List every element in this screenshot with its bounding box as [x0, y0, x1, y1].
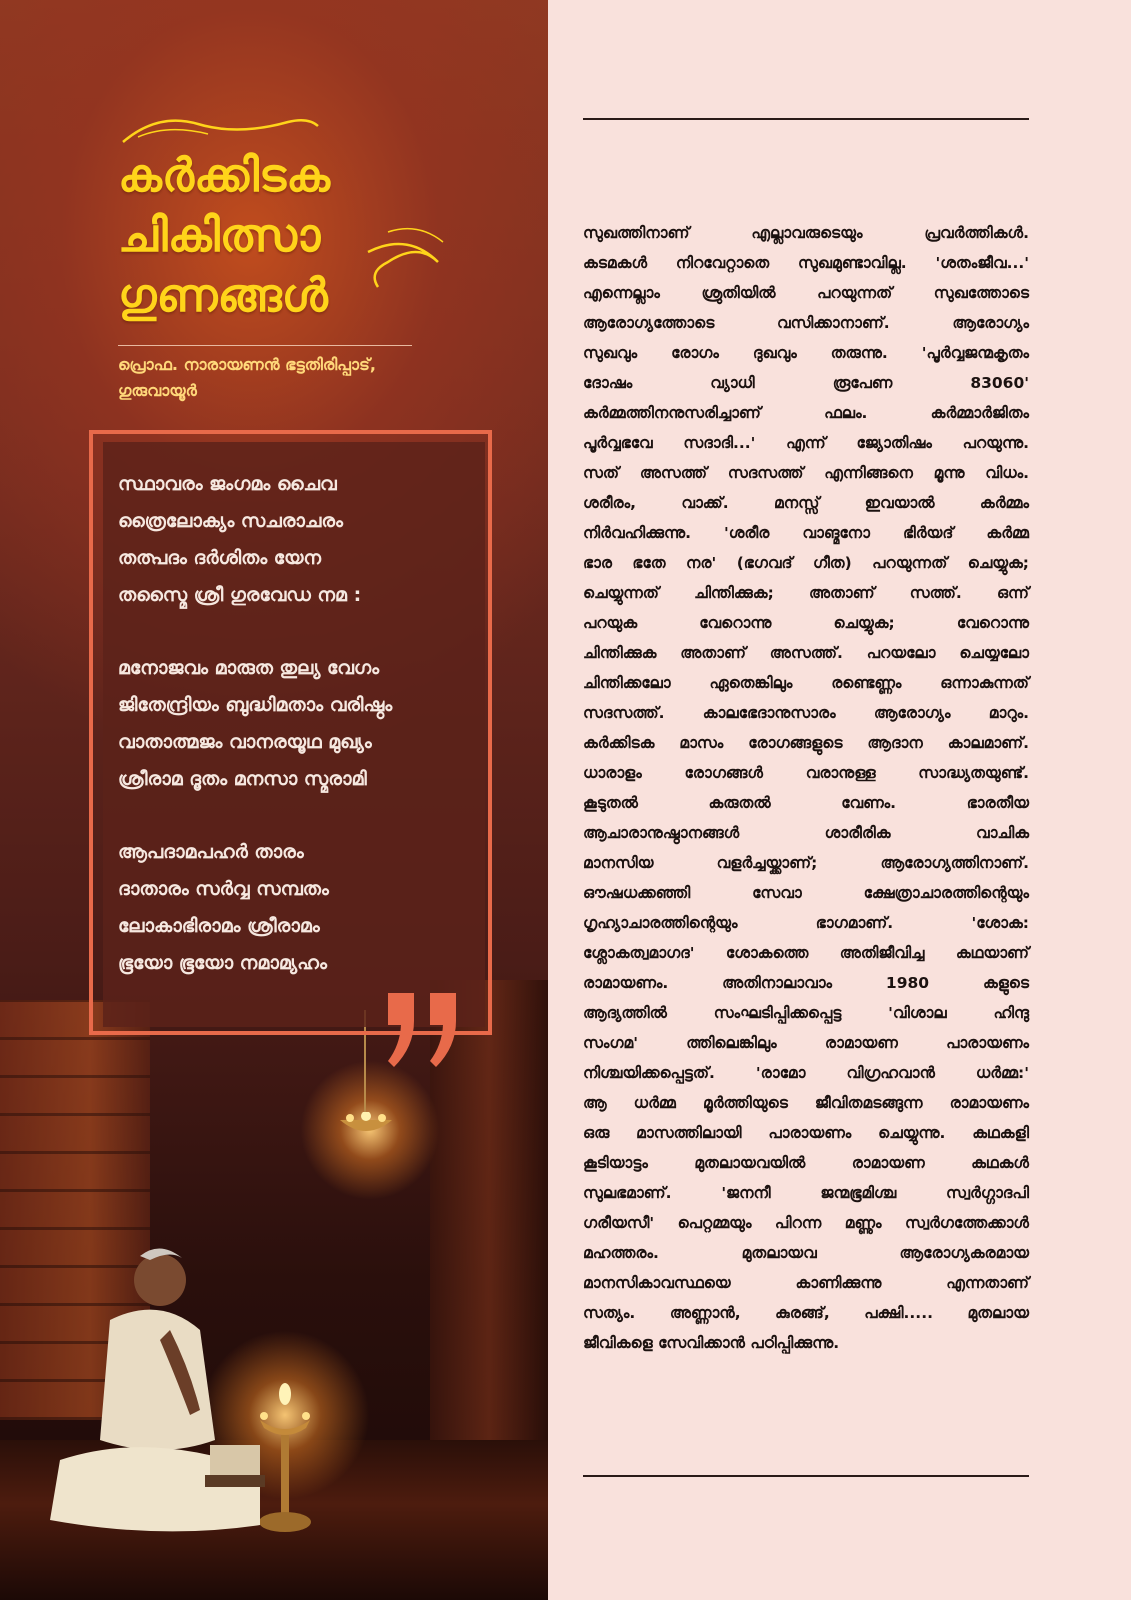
article-line: ശരീരം, വാക്ക്. മനസ്സ് ഇവയാൽ കർമ്മം [583, 494, 1029, 512]
verse-line: ത്രൈലോക്യം സചരാചരം [118, 510, 343, 532]
verse-line: തസ്മൈ ശ്രീ ഗുരവേഡ നമ : [118, 584, 362, 606]
verse-line: ദാതാരം സർവ്വ സമ്പതം [118, 878, 329, 900]
article-line: മഹത്തരം. മുതലായവ ആരോഗ്യകരമായ [583, 1244, 1029, 1262]
title-line-1: കർക്കിടക [118, 148, 330, 202]
article-line: മാനസികാവസ്ഥയെ കാണിക്കുന്നു എന്നതാണ് [583, 1274, 1029, 1292]
verse-line: ഭൂയോ ഭൂയോ നമാമ്യഹം [118, 952, 327, 974]
article-line: നിശ്ചയിക്കപ്പെട്ടത്. 'രാമോ വിഗ്രഹവാൻ ധർമ്മ:' [583, 1064, 1029, 1082]
page-title [118, 145, 458, 325]
verse-line: ആപദാമപഹർ താരം [118, 841, 304, 863]
article-line: ധാരാളം രോഗങ്ങൾ വരാനുള്ള സാദ്ധ്യതയുണ്ട്. [583, 764, 1029, 782]
article-line: ചെയ്യുന്നത് ചിന്തിക്കുക; അതാണ് സത്ത്. ഒന്ന് [583, 584, 1029, 602]
article-line: ഒരു മാസത്തിലായി പാരായണം ചെയ്യുന്നു. കഥകളി [583, 1124, 1029, 1142]
verse-stanza-1 [118, 466, 478, 614]
author-place: ഗുരുവായൂർ [118, 381, 197, 400]
article-line: കൂടുതൽ കരുതൽ വേണം. ഭാരതീയ [583, 794, 1029, 812]
verse-stanza-2 [118, 650, 478, 798]
article-line: ആചാരാനുഷ്ഠാനങ്ങൾ ശാരീരിക വാചിക [583, 824, 1029, 842]
title-line-2: ചികിത്സാ [118, 208, 321, 262]
closing-quote-icon [384, 985, 464, 1075]
article-line: സുഖവും രോഗം ദുഖവും തരുന്നു. 'പൂർവ്വജന്മകൃതം [583, 344, 1029, 362]
verse-line: സ്ഥാവരം ജംഗമം ചൈവ [118, 473, 337, 495]
article-line: സുലഭമാണ്. 'ജനനീ ജന്മഭൂമിശ്ച സ്വർഗ്ഗാദപി [583, 1184, 1029, 1202]
article-line: ചിന്തിക്കലോ ഏതെങ്കിലും രണ്ടെണ്ണം ഒന്നാകുന്നത് [583, 674, 1029, 692]
article-line: പൂർവ്വഭവേ സദാദി...' എന്ന് ജ്യോതിഷം പറയുന്നു. [583, 434, 1029, 452]
top-divider [583, 118, 1029, 120]
article-line: ജീവികളെ സേവിക്കാൻ പഠിപ്പിക്കുന്നു. [583, 1334, 840, 1352]
article-line: സദസത്ത്. കാലഭേദാനുസാരം ആരോഗ്യം മാറും. [583, 704, 1029, 722]
article-line: സുഖത്തിനാണ് എല്ലാവരുടെയും പ്രവർത്തികൾ. [583, 224, 1029, 242]
article-line: നിർവഹിക്കുന്നു. 'ശരീര വാങ്മനോ ഭിർയദ് കർമ്മ [583, 524, 1029, 542]
article-line: സത്യം. അണ്ണാൻ, കുരങ്ങ്, പക്ഷി..... മുതലായ [583, 1304, 1029, 1322]
article-line: ശ്ലോകത്വമാഗദ' ശോകത്തെ അതിജീവിച്ച കഥയാണ് [583, 944, 1029, 962]
title-line-3: ഗുണങ്ങൾ [118, 268, 328, 322]
article-line: പറയുക വേറൊന്നു ചെയ്യുക; വേറൊന്നു [583, 614, 1029, 632]
verse-line: ജിതേന്ദ്രിയം ബുദ്ധിമതാം വരിഷ്ഠം [118, 694, 393, 716]
seated-priest-figure [40, 1240, 270, 1540]
bottom-divider [583, 1475, 1029, 1477]
verse-line: മനോജവം മാരുത തുല്യ വേഗം [118, 657, 380, 679]
article-line: കർക്കിടക മാസം രോഗങ്ങളുടെ ആദാന കാലമാണ്. [583, 734, 1029, 752]
article-line: ആദ്യത്തിൽ സംഘടിപ്പിക്കപ്പെട്ട 'വിശാല ഹിന്ദു [583, 1004, 1029, 1022]
left-panel [0, 0, 548, 1600]
article-line: സംഗമ' ത്തിലെങ്കിലും രാമായണ പാരായണം [583, 1034, 1029, 1052]
verse-line: വാതാത്മജം വാനരയൂഥ മുഖ്യം [118, 731, 372, 753]
verse-stanza-3 [118, 834, 478, 982]
article-line: സത് അസത്ത് സദസത്ത് എന്നിങ്ങനെ മൂന്നു വിധം. [583, 464, 1029, 482]
article-line: ഗരീയസീ' പെറ്റമ്മയും പിറന്ന മണ്ണും സ്വർഗത്തേക്കാൾ [583, 1214, 1029, 1232]
verse-line: ലോകാഭിരാമം ശ്രീരാമം [118, 915, 320, 937]
article-line: ഭാര ഭതേ നര' (ഭഗവദ് ഗീത) പറയുന്നത് ചെയ്യുക; [583, 554, 1029, 572]
hanging-lamp-icon [338, 1112, 394, 1142]
article-line: ചിന്തിക്കുക അതാണ് അസത്ത്. പറയലോ ചെയ്യലോ [583, 644, 1029, 662]
article-line: എന്നെല്ലാം ശ്രുതിയിൽ പറയുന്നത് സുഖത്തോടെ [583, 284, 1029, 302]
article-body [583, 218, 1029, 1358]
article-line: ഗൃഹ്യാചാരത്തിന്റെയും ഭാഗമാണ്. 'ശോക: [583, 914, 1029, 932]
article-line: മാനസിയ വളർച്ചയ്ക്കാണ്; ആരോഗ്യത്തിനാണ്. [583, 854, 1029, 872]
verse-stack [118, 466, 478, 1018]
article-line: ഔഷധക്കഞ്ഞി സേവാ ക്ഷേത്രാചാരത്തിന്റെയും [583, 884, 1029, 902]
article-line: ആരോഗ്യത്തോടെ വസിക്കാനാണ്. ആരോഗ്യം [583, 314, 1029, 332]
title-divider [118, 345, 412, 346]
verse-line: ശ്രീരാമ ദൂതം മനസാ സ്മരാമി [118, 768, 367, 790]
article-line: ആ ധർമ്മ മൂർത്തിയുടെ ജീവിതമടങ്ങുന്ന രാമായണം [583, 1094, 1029, 1112]
verse-line: തത്പദം ദർശിതം യേന [118, 547, 322, 569]
author-credit [118, 352, 438, 404]
article-line: രാമായണം. അതിനാലാവാം 1980 കളുടെ [583, 974, 1029, 992]
article-line: കൂടിയാട്ടം മുതലായവയിൽ രാമായണ കഥകൾ [583, 1154, 1029, 1172]
article-line: കടമകൾ നിറവേറ്റാതെ സുഖമുണ്ടാവില്ല. 'ശതംജീവ...' [583, 254, 1029, 272]
article-line: കർമ്മത്തിനനുസരിച്ചാണ് ഫലം. കർമ്മാർജിതം [583, 404, 1029, 422]
article-line: ദോഷം വ്യാധി രൂപേണ 83060' [583, 374, 1029, 392]
author-name: പ്രൊഫ. നാരായണൻ ഭട്ടതിരിപ്പാട്, [118, 355, 376, 374]
